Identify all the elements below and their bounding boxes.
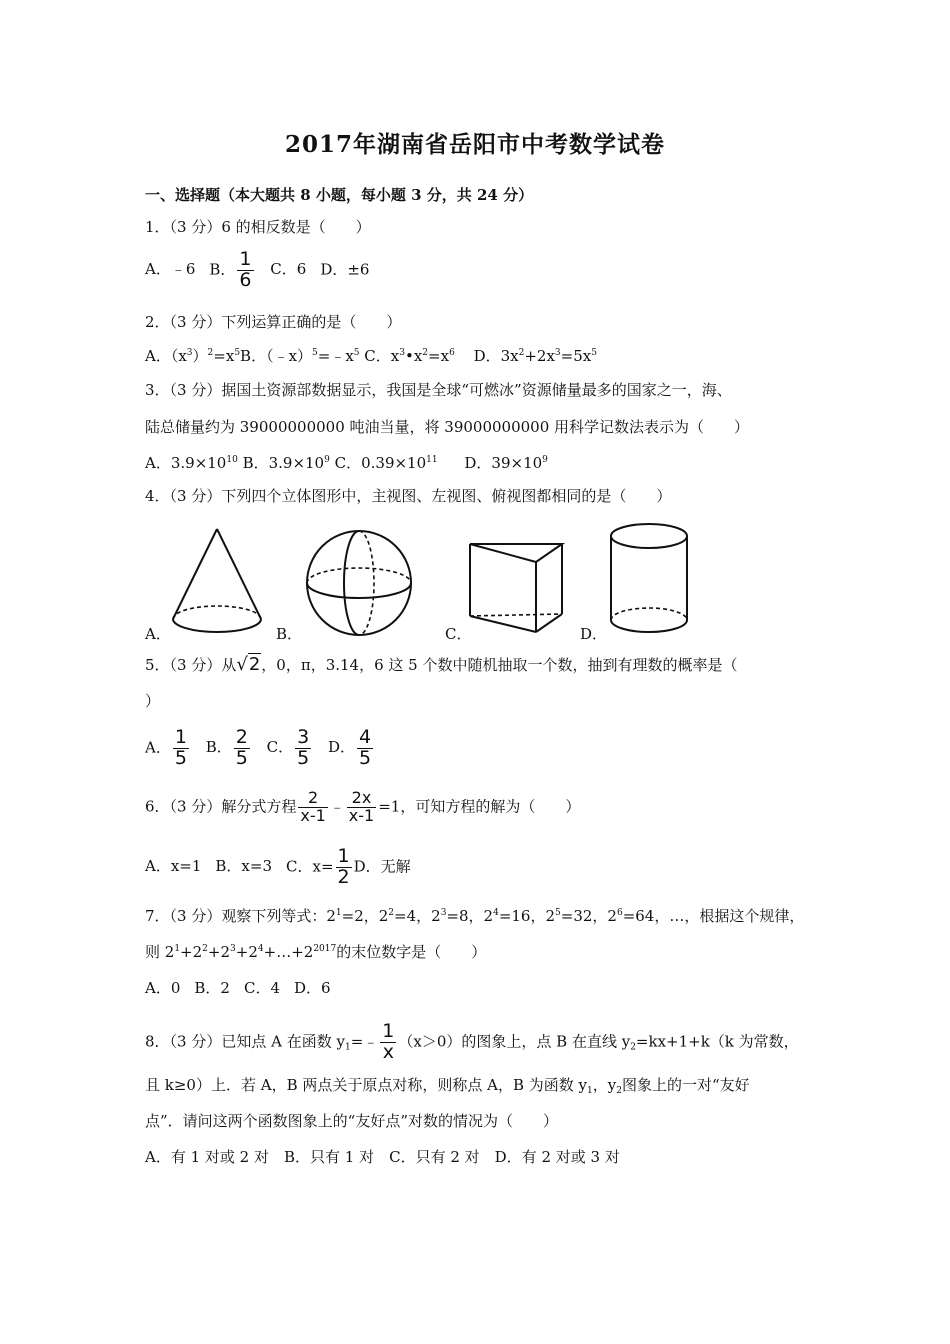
q5-option-d-fraction: $\frac{4}{5}$ [359, 726, 372, 769]
q1-option-a: A．﹣6 [145, 260, 196, 279]
q8-fraction: $\frac{1}{x}$ [382, 1020, 395, 1063]
q4-option-d-label: D． [580, 625, 608, 643]
q5-option-a-fraction: $\frac{1}{5}$ [174, 726, 187, 769]
question-1-options [145, 250, 369, 291]
q7-option-c: C．4 [243, 979, 280, 997]
q6-option-b: B．x=3 [215, 857, 273, 876]
page-title: 2017年湖南省岳阳市中考数学试卷 [284, 131, 665, 158]
question-6-stem: 6．（3 分）解分式方程 $\frac{2}{x-1}$ ﹣ $\frac{2x}{x-1}$ =1，可知方程的解为（ ） [145, 788, 581, 825]
q5-option-b-fraction: $\frac{2}{5}$ [235, 726, 248, 769]
question-5-options: A． $\frac{1}{5}$ B． $\frac{2}{5}$ C． $\frac{3}{5}$ D． $\frac{4}{5}$ [145, 726, 372, 769]
q6-fraction-2: $\frac{2x}{x-1}$ [348, 788, 375, 825]
q6-fraction-1: $\frac{2}{x-1}$ [300, 788, 326, 825]
question-5-stem-line2: ） [145, 692, 161, 710]
question-7-options [145, 977, 331, 999]
q2-option-b: B．$(﹣x)^5=﹣x^5$ [240, 347, 360, 365]
q2-option-a: A．$(x^3)^2=x^5$ [145, 347, 241, 365]
q1-option-b-fraction: $\frac{1}{6}$ [239, 248, 252, 291]
question-3-stem-line2: 陆总储量约为 39000000000 吨油当量，将 39000000000 用科学记数法表示为（ ） [145, 418, 750, 436]
cone-figure [165, 525, 270, 640]
question-4-stem: 4．（3 分）下列四个立体图形中，主视图、左视图、俯视图都相同的是（ ） [145, 487, 672, 505]
q6-option-d: D．无解 [353, 857, 411, 876]
question-3-options [145, 452, 548, 474]
q3-option-a: A．$3.9\times 10^{10}$ [145, 454, 238, 472]
q7-option-d: D．6 [294, 979, 331, 997]
question-7-stem-line2: 则 $2^1+2^2+2^3+2^4+\dots+2^{2017}$的末位数字是（ ） [145, 943, 487, 961]
question-8-stem-line1: 8．（3 分）已知点 A 在函数 $y_1=﹣$ $\frac{1}{x}$ （x＞0）的图象上，点 B 在直线 $y_2=kx+1+k(k$ 为常数， [145, 1020, 799, 1063]
question-8-stem-line2: 且 k≥0）上．若 A，B 两点关于原点对称，则称点 A，B 为函数 $y_1$，$y_2$图象上的一对“友好 [145, 1076, 750, 1096]
q6-option-c-label: C．x= [286, 857, 334, 876]
q6-option-a: A．x=1 [145, 857, 202, 876]
triangular-prism-figure [466, 540, 570, 636]
question-8-stem-line3: 点”．请问这两个函数图象上的“友好点”对数的情况为（ ） [145, 1112, 559, 1130]
q5-option-c-fraction: $\frac{3}{5}$ [297, 726, 310, 769]
q6-option-c-fraction: $\frac{1}{2}$ [337, 845, 350, 888]
q7-option-b: B．2 [194, 979, 230, 997]
question-5-stem-line1: 5．（3 分）从√2，0，π，3.14，6 这 5 个数中随机抽取一个数，抽到有理数的概率是（ [145, 654, 738, 675]
cylinder-figure [606, 520, 692, 640]
q1-option-d: D．±6 [320, 260, 370, 279]
question-7-stem-line1: 7．（3 分）观察下列等式：$2^1=2$，$2^2=4$，$2^3=8$，$2^4=16$，$2^5=32$，$2^6=64$，…，根据这个规律， [145, 907, 805, 925]
question-2-options [145, 345, 597, 367]
q2-option-d: D．$3x^2+2x^3=5x^5$ [473, 347, 597, 365]
q2-option-c: C．$x^3•x^2=x^6$ [359, 347, 455, 365]
q3-option-c: C．$0.39\times 10^{11}$ [329, 454, 438, 472]
q1-option-b-label: B． [209, 260, 236, 279]
q4-option-c-label: C． [445, 625, 472, 643]
sqrt-symbol: √2 [236, 654, 261, 675]
q4-option-a-label: A． [145, 625, 171, 643]
q3-option-b: B．$3.9\times 10^9$ [237, 454, 330, 472]
q3-option-d: D．$39\times 10^9$ [464, 454, 548, 472]
sphere-figure [303, 527, 415, 639]
question-8-options: A．有 1 对或 2 对 B．只有 1 对 C．只有 2 对 D．有 2 对或 3 对 [145, 1148, 620, 1166]
question-2-stem: 2．（3 分）下列运算正确的是（ ） [145, 313, 402, 331]
section-heading: 一、选择题（本大题共 8 小题，每小题 3 分，共 24 分） [145, 186, 534, 204]
question-3-stem-line1: 3．（3 分）据国土资源部数据显示，我国是全球“可燃冰”资源储量最多的国家之一，海、 [145, 381, 732, 399]
q4-option-b-label: B． [276, 625, 303, 643]
question-1-stem: 1．（3 分）6 的相反数是（ ） [145, 218, 371, 236]
q7-option-a: A．0 [145, 979, 181, 997]
q1-option-c: C．6 [270, 260, 307, 279]
question-6-options [145, 847, 411, 888]
